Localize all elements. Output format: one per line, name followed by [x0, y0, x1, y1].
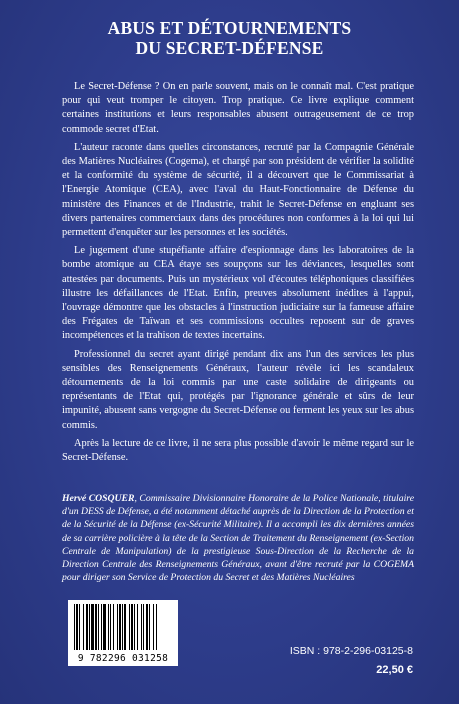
- barcode-bar: [86, 604, 88, 650]
- barcode-bar: [83, 604, 84, 650]
- barcode-bar: [124, 604, 126, 650]
- barcode-bar: [74, 604, 75, 650]
- barcode: [68, 600, 178, 666]
- barcode-bar: [89, 604, 90, 650]
- author-name: Hervé COSQUER: [62, 493, 135, 504]
- title-line-1: ABUS ET DÉTOURNEMENTS: [107, 18, 352, 38]
- barcode-bar: [137, 604, 138, 650]
- author-bio: [62, 492, 414, 584]
- barcode-bar: [156, 604, 157, 650]
- barcode-digits: 9 782296 031258: [77, 653, 169, 664]
- barcode-bar: [79, 604, 80, 650]
- isbn: ISBN : 978-2-296-03125-8: [289, 645, 413, 657]
- barcode-bar: [103, 604, 106, 650]
- barcode-bar: [149, 604, 150, 650]
- blurb-paragraph: Le jugement d'une stupéfiante affaire d'espionnage dans les laboratoires de la bombe atomique au CEA étaye ses soupçons sur les déviances, lesquelles sont attestées par documents. Puis un mystérieux vol d'écoutes téléphoniques classifiées illustre les défaillances de l'Etat. Enfin, preuves absolument inédites à l'appui, l'ouvrage démontre que les obstacles à l'instruction judiciaire sur la fameuse affaire des Frégates de Taïwan et ses commissions occultes reposent sur de graves incompétences et la trahison de textes incertains.: [62, 245, 414, 342]
- barcode-bar: [153, 604, 154, 650]
- barcode-bar: [113, 604, 114, 650]
- barcode-bar: [101, 604, 102, 650]
- blurb-paragraph: Après la lecture de ce livre, il ne sera plus possible d'avoir le même regard sur le Secret-Défense.: [62, 437, 414, 464]
- barcode-bar: [95, 604, 97, 650]
- barcode-bar: [98, 604, 99, 650]
- barcode-bar: [146, 604, 148, 650]
- barcode-bars-icon: [74, 604, 172, 650]
- title-line-2: DU SECRET-DÉFENSE: [135, 38, 324, 58]
- barcode-bar: [143, 604, 144, 650]
- barcode-bar: [122, 604, 123, 650]
- barcode-bar: [129, 604, 130, 650]
- price: 22,50 €: [376, 664, 413, 676]
- blurb: [62, 80, 414, 469]
- barcode-bar: [141, 604, 142, 650]
- barcode-bar: [110, 604, 111, 650]
- blurb-paragraph: Professionnel du secret ayant dirigé pendant dix ans l'un des services les plus sensibles des Renseignements Généraux, l'auteur révèle ici les scandaleux détournements de la loi commis par une caste solidaire de dirigeants ou représentants de l'Etat qui, protégés par l'ignorance générale et sûrs de leur impunité, abusent sans vergogne du Secret-Défense ou ferment les yeux sur les abus commis.: [62, 348, 414, 431]
- barcode-bar: [119, 604, 121, 650]
- barcode-bar: [134, 604, 135, 650]
- author-bio-text: , Commissaire Divisionnaire Honoraire de la Police Nationale, titulaire d'un DESS de Défense, a été notamment détaché auprès de la Direction de la Protection et de la Sécurité de la Défense (ex-Sécurité Militaire). Il a accompli les dix dernières années de sa carrière policière à la tête de la Section de Traitement du Renseignement (ex-Section Centrale de Manipulation) de la prestigieuse Sous-Direction de la Recherche de la Direction Centrale des Renseignements Généraux, avant d'être recruté par la COGEMA pour diriger son Service de Protection du Secret et des Matières Nucléaires: [62, 493, 414, 584]
- barcode-bar: [131, 604, 133, 650]
- barcode-bar: [91, 604, 94, 650]
- barcode-bar: [108, 604, 109, 650]
- barcode-bar: [117, 604, 118, 650]
- book-title: [0, 18, 459, 58]
- barcode-bar: [76, 604, 78, 650]
- blurb-paragraph: L'auteur raconte dans quelles circonstances, recruté par la Compagnie Générale des Matières Nucléaires (Cogema), et chargé par son président de vérifier la solidité et la conformité du système de sécurité, il a découvert que le Commissariat à l'Energie Atomique (CEA), avec l'aval du Haut-Fonctionnaire de Défense du ministère des Finances et de l'Industrie, trahit le Secret-Défense en engluant ses divers partenaires commerciaux dans des procédures non conformes à la loi qui lui permettent d'enquêter sur les personnes et les sociétés.: [62, 141, 414, 239]
- blurb-paragraph: Le Secret-Défense ? On en parle souvent, mais on le connaît mal. C'est pratique pour qui veut tromper le citoyen. Trop pratique. Ce livre explique comment certaines institutions et leurs responsables abusent outrageusement de ce trop commode secret d'Etat.: [62, 81, 414, 135]
